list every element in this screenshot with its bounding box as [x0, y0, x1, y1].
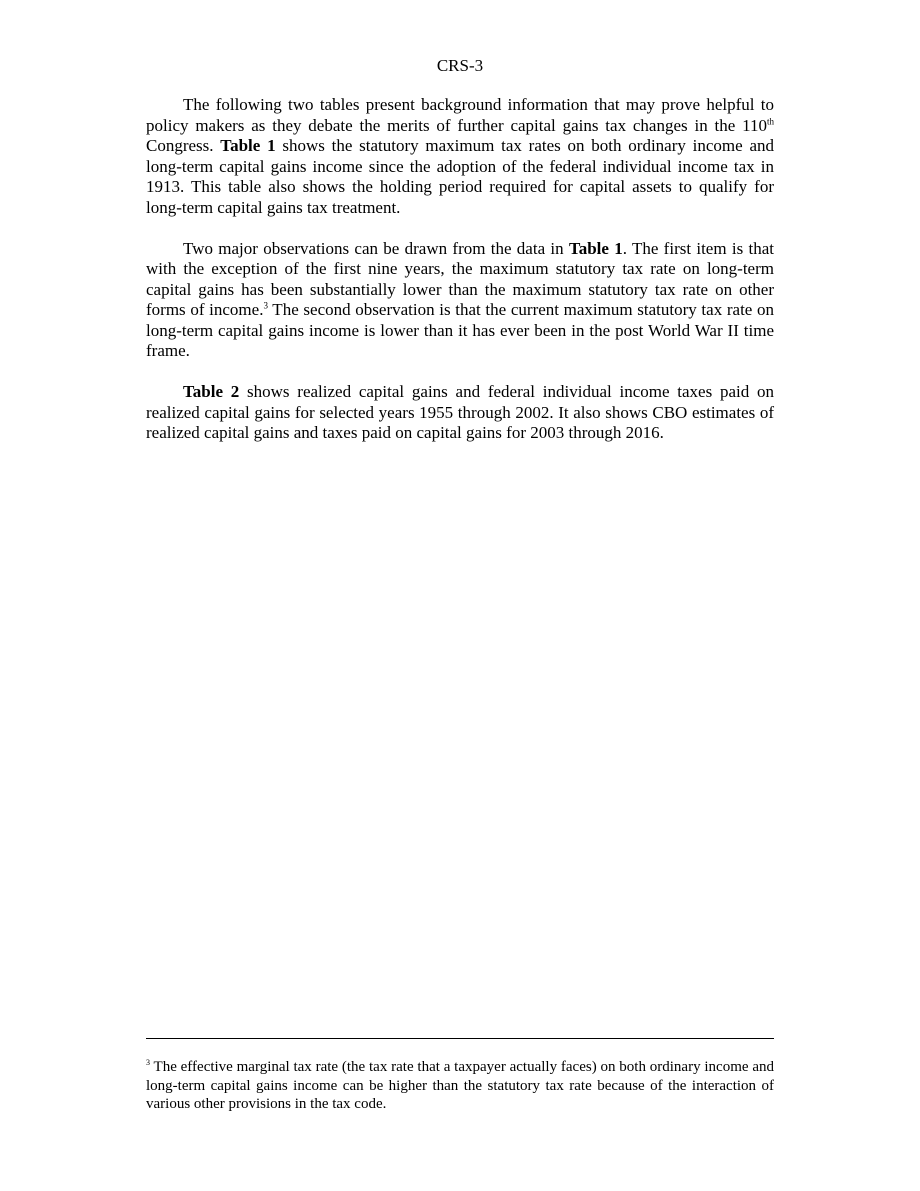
page-number-header: CRS-3	[436, 56, 484, 75]
table-2-reference: Table 2	[183, 382, 240, 401]
main-body	[146, 95, 774, 464]
footnote-reference: 3	[263, 300, 268, 311]
paragraph-2	[146, 239, 774, 362]
paragraph-3-text-a: shows realized capital gains and federal individual income taxes paid on realized capital gains for selected years 1955 through 2002. It also shows CBO estimates of realized capital gains and taxes paid on capital gains for 2003 through 2016.	[146, 382, 774, 442]
paragraph-1-text-c: shows the statutory maximum tax rates on both ordinary income and long-term capital gains income since the adoption of the federal individual income tax in 1913. This table also shows the holding period required for capital assets to qualify for long-term capital gains tax treatment.	[146, 136, 774, 217]
table-1-reference: Table 1	[220, 136, 276, 155]
paragraph-1-text-b: Congress.	[146, 136, 221, 155]
paragraph-2-text-b: . The first item is that with the exception of the first nine years, the maximum statutory tax rate on long-term capital gains has been substantially lower than the maximum statutory tax rate on other forms of income.	[146, 238, 774, 319]
paragraph-1	[146, 95, 774, 218]
table-1-reference: Table 1	[568, 238, 623, 258]
footnote-divider	[146, 1038, 774, 1039]
paragraph-2-text-c: The second observation is that the current maximum statutory tax rate on long-term capital gains income is lower than it has ever been in the post World War II time frame.	[146, 300, 775, 360]
footnote-text: The effective marginal tax rate (the tax rate that a taxpayer actually faces) on both ordinary income and long-term capital gains income can be higher than the statutory tax rate because of the interaction of various other provisions in the tax code.	[146, 1059, 774, 1112]
paragraph-1-text-a: The following two tables present background information that may prove helpful to policy makers as they debate the merits of further capital gains tax changes in the 110	[146, 95, 774, 135]
paragraph-2-text-a: Two major observations can be drawn from the data in	[183, 238, 569, 258]
footnote-3	[146, 1058, 774, 1114]
ordinal-superscript: th	[766, 115, 774, 126]
footnote-number: 3	[146, 1058, 150, 1067]
paragraph-3	[146, 382, 774, 444]
